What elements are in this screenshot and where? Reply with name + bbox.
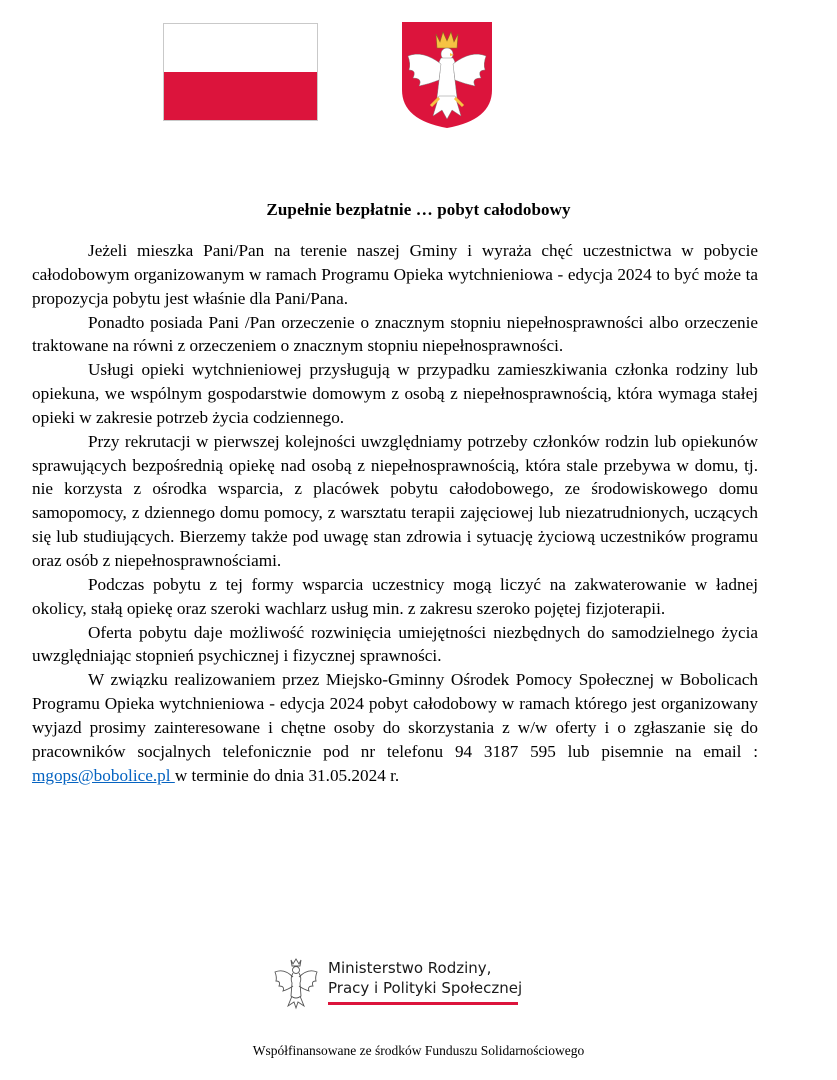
paragraph-4: Przy rekrutacji w pierwszej kolejności uwzględniamy potrzeby członków rodzin lub opiekunów sprawujących bezpośrednią opiekę nad osobą z niepełnosprawnością, która stale przebywa w domu, tj. nie korzysta z ośrodka wsparcia, z placówek pobytu całodobowego, ze środowiskowego domu samopomocy, z dziennego domu pomocy, z warsztatu terapii zajęciowej lub niezatrudnionych, uczących się lub studiujących. Bierzemy także pod uwagę stan zdrowia i sytuację życiową uczestników programu oraz osób z niepełnosprawnościami. [32,431,758,570]
paragraph-5: Podczas pobytu z tej formy wsparcia uczestnicy mogą liczyć na zakwaterowanie w ładnej okolicy, stałą opiekę oraz szeroki wachlarz usług min. z zakresu szeroko pojętej fizjoterapii. [32,574,758,618]
deadline-text: w terminie do dnia 31.05.2024 r. [174,765,400,785]
document-title: Zupełnie bezpłatnie … pobyt całodobowy [266,200,571,219]
contact-text: W związku realizowaniem przez Miejsko-Gminny Ośrodek Pomocy Społecznej w Bobolicach Programu Opieka wytchnieniowa - edycja 2024 pobyt całodobowy w ramach którego jest organizowany wyjazd prosimy zainteresowane i chętne osoby do skorzystania z w/w oferty i o zgłaszanie się do pracowników socjalnych telefonicznie pod nr telefonu 94 3187 595 lub pisemnie na email : [32,670,758,761]
flag-red-stripe [164,72,317,120]
email-link[interactable]: mgops@bobolice.pl [32,765,175,785]
ministry-name-line1: Ministerstwo Rodziny, [328,959,492,977]
funding-footer: Współfinansowane ze środków Funduszu Solidarnościowego [252,1043,585,1058]
paragraph-1: Jeżeli mieszka Pani/Pan na terenie naszej Gminy i wyraża chęć uczestnictwa w pobycie całodobowym organizowanym w ramach Programu Opieka wytchnieniowa - edycja 2024 to być może ta propozycja pobytu jest właśnie dla Pani/Pana. [32,241,758,308]
polish-flag [163,23,318,121]
ministry-logo [273,954,533,1014]
polish-white-eagle-icon [399,20,495,130]
flag-white-stripe [164,24,317,72]
paragraph-7 [32,668,758,787]
paragraph-2: Ponadto posiada Pani /Pan orzeczenie o znacznym stopniu niepełnosprawności albo orzeczenie traktowane na równi z orzeczeniem o znacznym stopniu niepełnosprawności. [32,312,758,356]
ministry-name-line2: Pracy i Polityki Społecznej [328,979,523,997]
paragraph-6: Oferta pobytu daje możliwość rozwinięcia umiejętności niezbędnych do samodzielnego życia uwzględniając stopnień psychicznej i fizycznej sprawności. [32,622,758,666]
paragraph-3: Usługi opieki wytchnieniowej przysługują w przypadku zamieszkiwania członka rodziny lub opiekuna, we wspólnym gospodarstwie domowym z osobą z niepełnosprawnością, która wymaga stałej opieki w zakresie potrzeb życia codziennego. [32,360,758,427]
ministry-accent-bar [328,1002,518,1005]
document-body [32,239,758,787]
eagle-emblem-icon [273,954,319,1010]
